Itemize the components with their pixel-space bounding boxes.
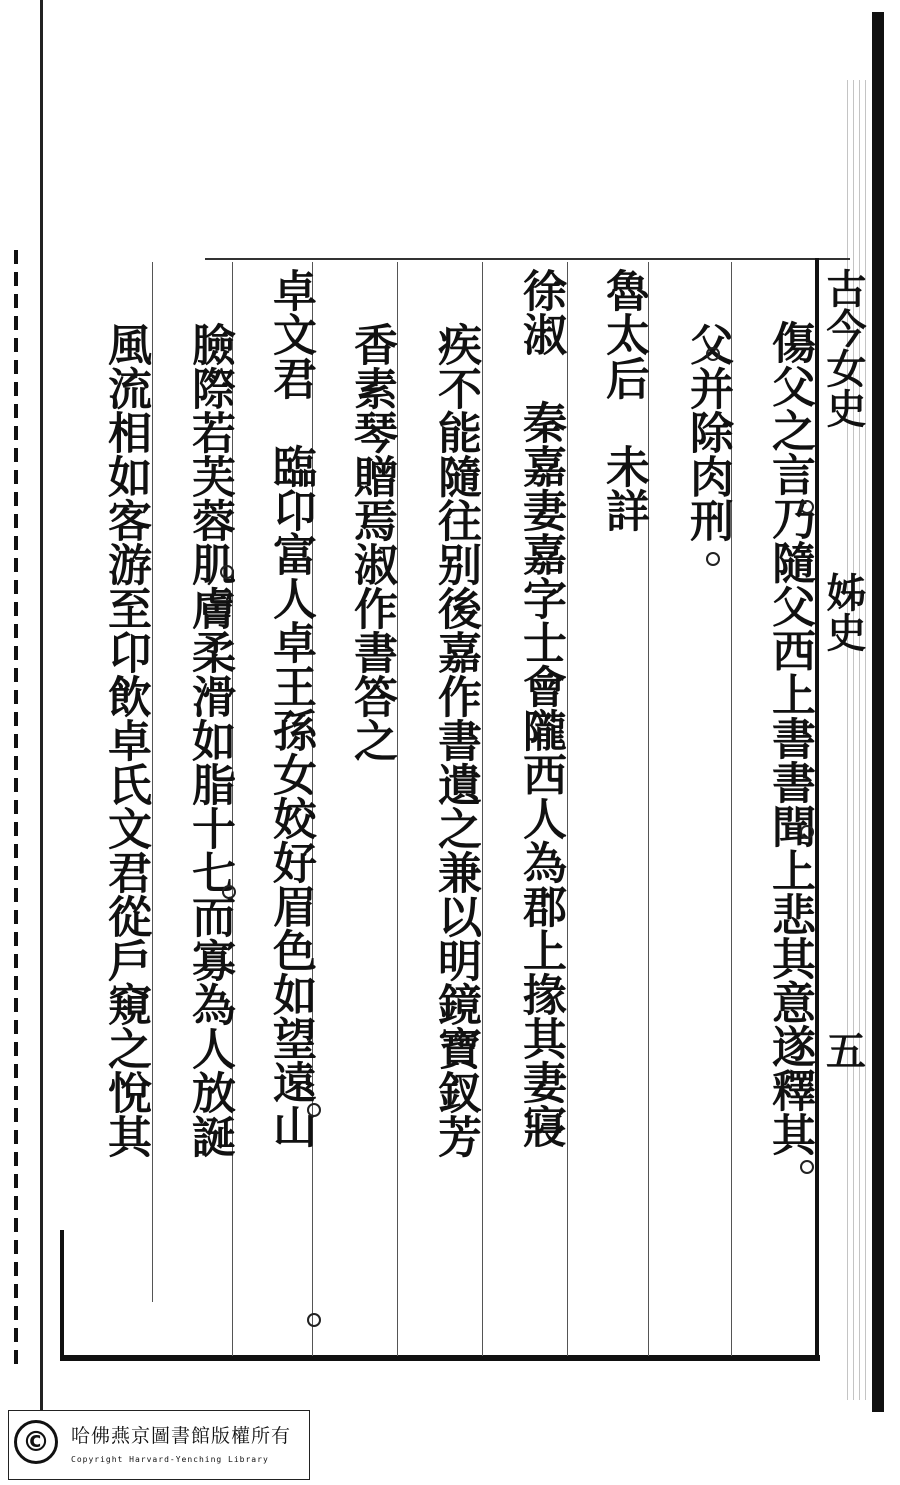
frame-left-rule: [60, 1230, 64, 1360]
punctuation-circle: [307, 1313, 321, 1327]
text-column: 疾不能隨往别後嘉作書遺之兼以明鏡寶釵芳: [430, 322, 481, 1158]
punctuation-circle: [800, 825, 814, 839]
punctuation-circle: [800, 1160, 814, 1174]
text-column: 魯太后 未詳: [598, 268, 649, 532]
section-title: 姊史: [820, 572, 867, 652]
column-divider: [152, 262, 153, 1302]
punctuation-circle: [800, 500, 814, 514]
page-number: 五: [826, 1028, 866, 1075]
binding-edge: [14, 250, 18, 1370]
text-column: 傷父之言乃隨父西上書書聞上悲其意遂釋其: [764, 320, 815, 1156]
text-column: 風流相如客游至卬飲卓氏文君從戶窺之悅其: [100, 322, 151, 1158]
book-title: 古今女史: [820, 268, 867, 428]
copyright-subtext: Copyright Harvard-Yenching Library: [71, 1455, 269, 1464]
punctuation-circle: [220, 565, 234, 579]
book-gutter-edge: [40, 0, 43, 1420]
punctuation-circle: [706, 347, 720, 361]
text-column: 父并除肉刑: [682, 322, 733, 542]
column-divider: [567, 262, 568, 1356]
frame-top-rule: [205, 258, 850, 260]
copyright-label: 哈佛燕京圖書館版權所有: [71, 1425, 292, 1447]
punctuation-circle: [706, 552, 720, 566]
copyright-stamp: [8, 1410, 310, 1480]
copyright-icon: ©: [14, 1420, 58, 1464]
punctuation-circle: [307, 1103, 321, 1117]
frame-bottom-rule: [60, 1355, 820, 1361]
punctuation-circle: [222, 885, 236, 899]
column-divider: [482, 262, 483, 1356]
text-column: 徐淑 秦嘉妻嘉字士會隴西人為郡上掾其妻寢: [515, 268, 566, 1148]
text-column: 卓文君 臨卬富人卓王孫女姣好眉色如望遠山: [265, 268, 316, 1148]
text-column: 香素琴贈焉淑作書答之: [346, 322, 397, 762]
text-column: 臉際若芙蓉肌膚柔滑如脂十七而寡為人放誕: [184, 322, 235, 1158]
page-right-edge: [872, 12, 884, 1412]
